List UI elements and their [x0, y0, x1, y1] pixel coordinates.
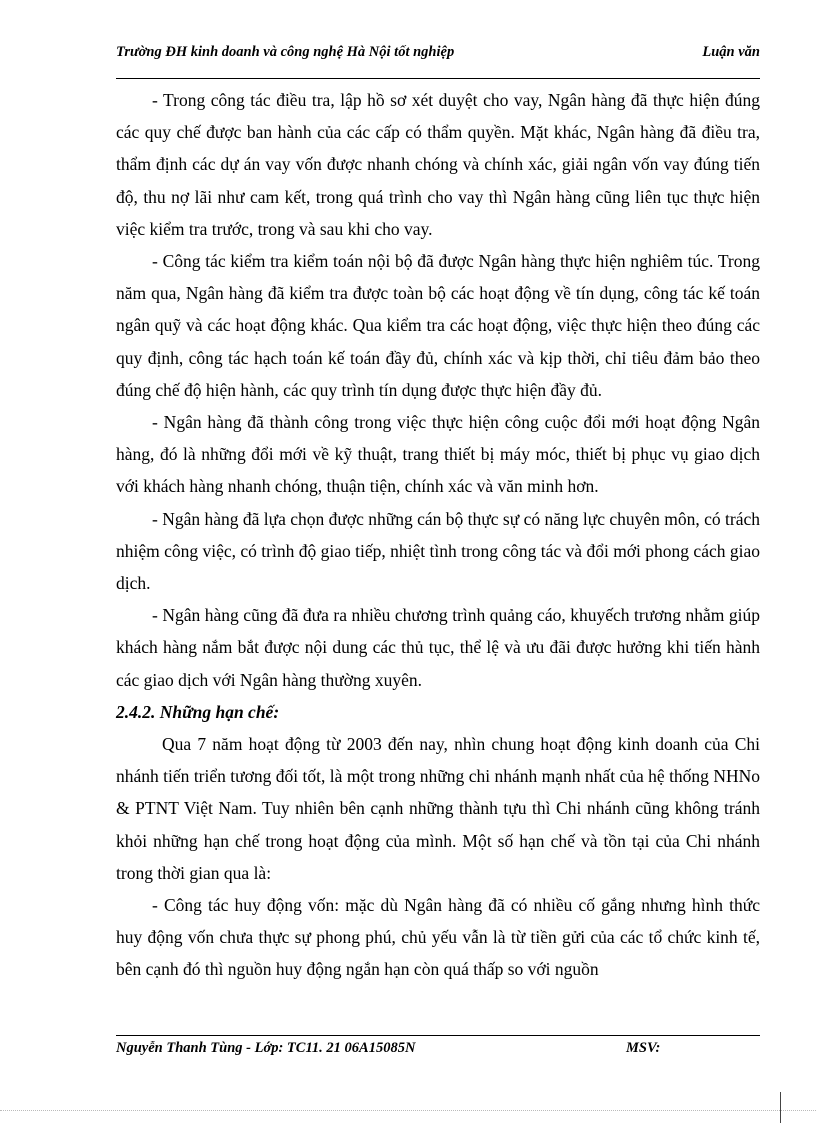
section-paragraph: Qua 7 năm hoạt động từ 2003 đến nay, nhìn chung hoạt động kinh doanh của Chi nhánh tiến triển tương đối tốt, là một trong những chi nhánh mạnh nhất của hệ thống NHNo & PTNT Việt Nam. Tuy nhiên bên cạnh những thành tựu thì Chi nhánh cũng không tránh khỏi những hạn chế trong hoạt động của mình. Một số hạn chế và tồn tại của Chi nhánh trong thời gian qua là: — [116, 734, 760, 883]
body-paragraph: - Ngân hàng đã thành công trong việc thực hiện công cuộc đổi mới hoạt động Ngân hàng, đó là những đổi mới về kỹ thuật, trang thiết bị máy móc, thiết bị phục vụ giao dịch với khách hàng nhanh chóng, thuận tiện, chính xác và văn minh hơn. — [116, 412, 760, 497]
header-document-type: Luận văn — [702, 44, 760, 60]
body-paragraph: - Ngân hàng đã lựa chọn được những cán bộ thực sự có năng lực chuyên môn, có trách nhiệm công việc, có trình độ giao tiếp, nhiệt tình trong công tác và đổi mới phong cách giao dịch. — [116, 508, 760, 594]
header-divider — [116, 78, 760, 79]
header-school-name: Trường ĐH kinh doanh và công nghệ Hà Nội tốt nghiệp — [116, 44, 455, 60]
footer-student-id-label: MSV: — [626, 1040, 661, 1056]
body-paragraph: - Ngân hàng cũng đã đưa ra nhiều chương trình quảng cáo, khuyếch trương nhằm giúp khách hàng nắm bắt được nội dung các thủ tục, thể lệ và ưu đãi được hưởng khi tiến hành các giao dịch với Ngân hàng thường xuyên. — [116, 605, 760, 690]
page-footer — [116, 1040, 760, 1057]
body-paragraph: - Trong công tác điều tra, lập hồ sơ xét duyệt cho vay, Ngân hàng đã thực hiện đúng các quy chế được ban hành của các cấp có thẩm quyền. Mặt khác, Ngân hàng đã điều tra, thẩm định các dự án vay vốn được nhanh chóng và chính xác, giải ngân vốn vay đúng tiến độ, thu nợ lãi như cam kết, trong quá trình cho vay thì Ngân hàng cũng liên tục thực hiện việc kiểm tra trước, trong và sau khi cho vay. — [116, 90, 760, 239]
page-edge-line — [0, 1110, 816, 1111]
document-body — [116, 84, 760, 986]
section-paragraph: - Công tác huy động vốn: mặc dù Ngân hàng đã có nhiều cố gắng nhưng hình thức huy động vốn chưa thực sự phong phú, chủ yếu vẫn là từ tiền gửi của các tổ chức kinh tế, bên cạnh đó thì nguồn huy động ngắn hạn còn quá thấp so với nguồn — [116, 895, 760, 980]
footer-author: Nguyễn Thanh Tùng - Lớp: TC11. 21 06A15085N — [116, 1040, 416, 1056]
section-heading: 2.4.2. Những hạn chế: — [116, 701, 280, 722]
crop-mark — [780, 1092, 781, 1123]
footer-divider — [116, 1035, 760, 1036]
body-paragraph: - Công tác kiểm tra kiểm toán nội bộ đã được Ngân hàng thực hiện nghiêm túc. Trong năm qua, Ngân hàng đã kiểm tra được toàn bộ các hoạt động về tín dụng, công tác kế toán ngân quỹ và các hoạt động khác. Qua kiểm tra các hoạt động, việc thực hiện theo đúng các quy định, công tác hạch toán kế toán đầy đủ, chính xác và kịp thời, chỉ tiêu đảm bảo theo đúng chế độ hiện hành, các quy trình tín dụng được thực hiện đầy đủ. — [116, 251, 760, 400]
page-header — [116, 44, 760, 61]
